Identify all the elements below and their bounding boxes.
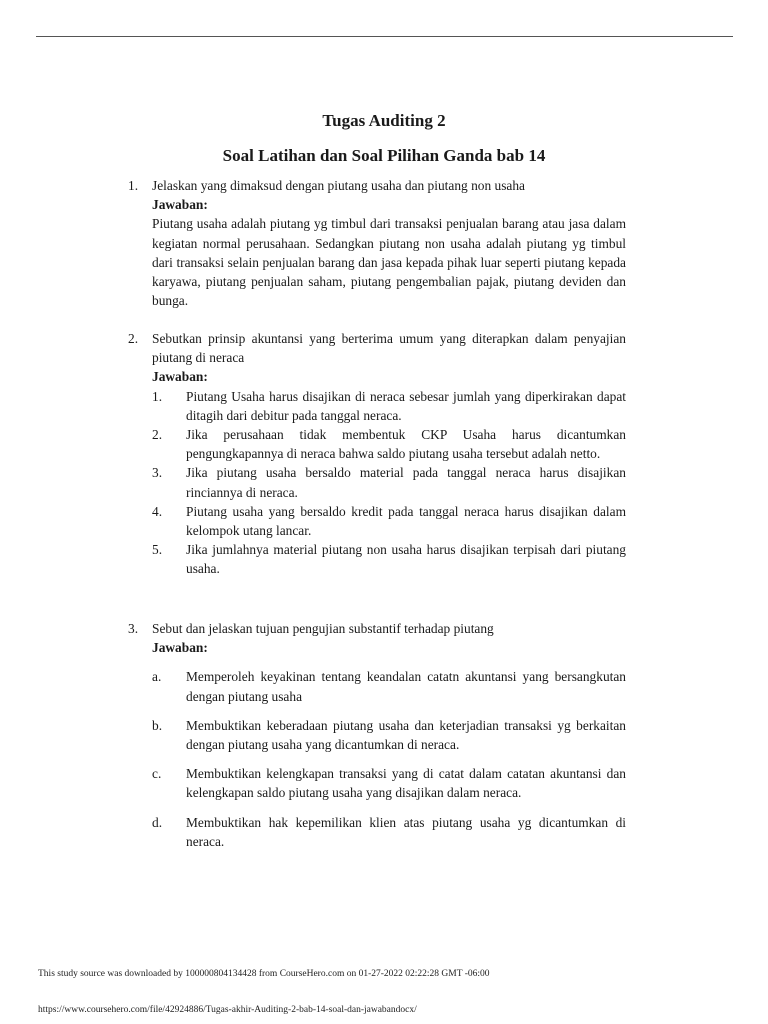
- list-item: [152, 387, 626, 425]
- document-title: Tugas Auditing 2: [322, 111, 446, 130]
- list-item: [152, 502, 626, 540]
- list-item-text: Membuktikan hak kepemilikan klien atas piutang usaha yg dicantumkan di neraca.: [186, 814, 626, 849]
- answer-label: Jawaban:: [152, 197, 208, 213]
- list-item: [152, 764, 626, 802]
- question-number: 2.: [128, 331, 139, 346]
- list-item-number: 5.: [152, 542, 163, 558]
- download-note: This study source was downloaded by 100000804134428 from CourseHero.com on 01-27-2022 02:22:28 GMT -06:00: [38, 969, 490, 979]
- question-2: [128, 329, 626, 579]
- source-url[interactable]: https://www.coursehero.com/file/42924886/Tugas-akhir-Auditing-2-bab-14-soal-dan-jawabandocx/: [38, 1005, 417, 1015]
- question-3: [128, 619, 626, 861]
- list-item-number: 1.: [152, 388, 163, 404]
- question-1: [128, 176, 626, 310]
- list-item-text: Membuktikan keberadaan piutang usaha dan keterjadian transaksi yg berkaitan dengan piutang usaha yang dicantumkan di neraca.: [186, 717, 626, 753]
- answer-label: Jawaban:: [152, 640, 208, 656]
- top-divider: [36, 36, 733, 37]
- list-item: [152, 813, 626, 851]
- list-item: [152, 667, 626, 705]
- list-item-letter: b.: [152, 717, 163, 733]
- list-item-number: 3.: [152, 465, 163, 481]
- question-number: 1.: [128, 178, 139, 193]
- list-item-text: Jika perusahaan tidak membentuk CKP Usaha harus dicantumkan pengungkapannya di neraca bahwa saldo piutang usaha tersebut adalah netto.: [186, 427, 626, 462]
- question-number: 3.: [128, 621, 139, 636]
- question-text: Jelaskan yang dimaksud dengan piutang usaha dan piutang non usaha: [152, 178, 525, 193]
- list-item: [152, 540, 626, 578]
- question-text: Sebutkan prinsip akuntansi yang berterima umum yang diterapkan dalam penyajian piutang di neraca: [152, 331, 626, 366]
- question-text: Sebut dan jelaskan tujuan pengujian substantif terhadap piutang: [152, 621, 494, 636]
- list-item-text: Jika piutang usaha bersaldo material pada tanggal neraca harus disajikan rinciannya di neraca.: [186, 465, 626, 500]
- list-item: [152, 425, 626, 463]
- list-item-text: Membuktikan kelengkapan transaksi yang di catat dalam catatan akuntansi dan kelengkapan saldo piutang usaha yang disajikan dalam neraca.: [186, 766, 626, 801]
- list-item: [152, 716, 626, 754]
- list-item-letter: d.: [152, 814, 163, 830]
- document-subtitle: Soal Latihan dan Soal Pilihan Ganda bab 14: [222, 146, 546, 165]
- list-item: [152, 463, 626, 501]
- list-item-text: Jika jumlahnya material piutang non usaha harus disajikan terpisah dari piutang usaha.: [186, 542, 626, 577]
- list-item-letter: c.: [152, 766, 162, 782]
- answer-text: Piutang usaha adalah piutang yg timbul dari transaksi penjualan barang atau jasa dalam kegiatan normal perusahaan. Sedangkan piutang non usaha adalah piutang yg timbul dari transaksi selain penjualan barang dan jasa kepada pihak luar seperti piutang kepada karyawa, piutang penjualan saham, piutang pengembalian pajak, piutang deviden dan bunga.: [152, 216, 626, 309]
- list-item-text: Memperoleh keyakinan tentang keandalan catatn akuntansi yang bersangkutan dengan piutang usaha: [186, 669, 626, 704]
- list-item-number: 2.: [152, 427, 163, 443]
- list-item-text: Piutang Usaha harus disajikan di neraca sebesar jumlah yang diperkirakan dapat ditagih dari debitur pada tanggal neraca.: [186, 388, 626, 423]
- list-item-letter: a.: [152, 669, 162, 685]
- list-item-text: Piutang usaha yang bersaldo kredit pada tanggal neraca harus disajikan dalam kelompok utang lancar.: [186, 503, 626, 539]
- list-item-number: 4.: [152, 503, 163, 519]
- answer-label: Jawaban:: [152, 369, 208, 385]
